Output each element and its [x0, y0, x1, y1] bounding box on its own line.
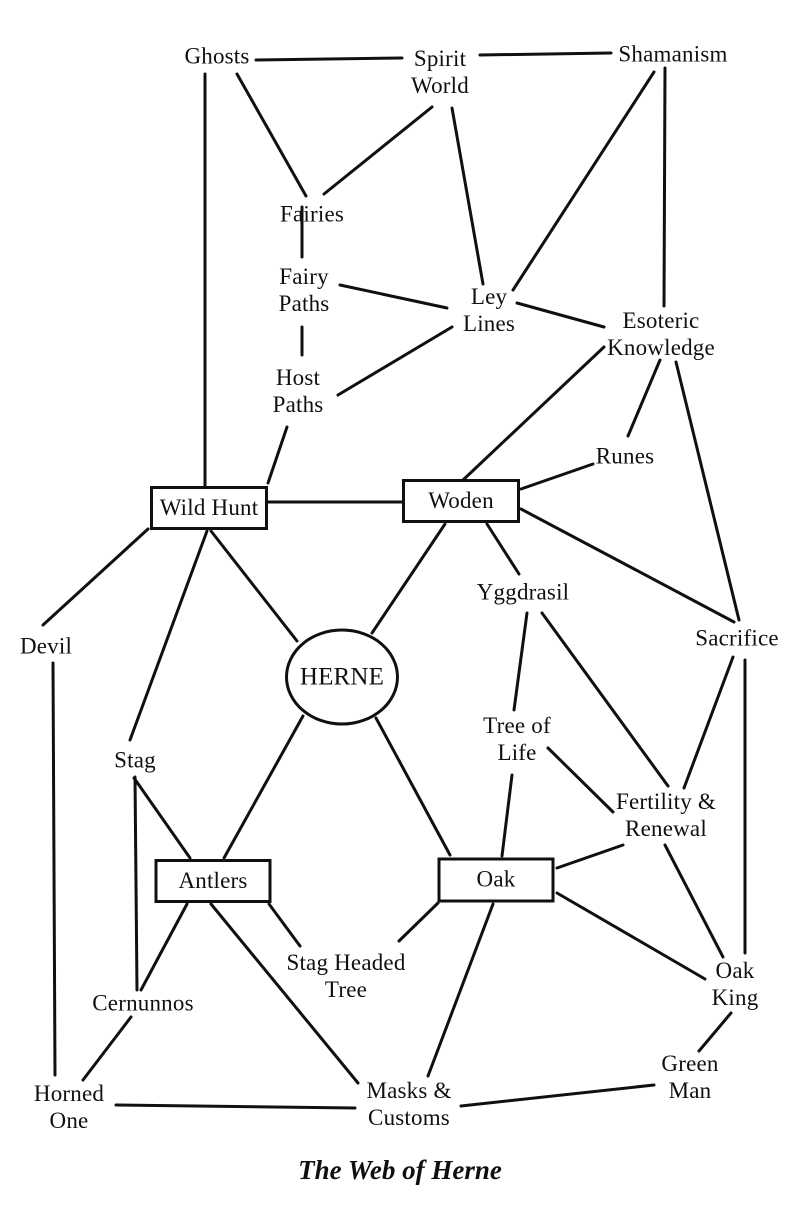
edge-oak-stag-headed-tree	[399, 903, 438, 941]
edge-devil-horned-one	[53, 663, 55, 1075]
node-ley-lines	[463, 284, 515, 338]
diagram-caption: The Web of Herne	[298, 1155, 502, 1185]
edge-yggdrasil-tree-of-life	[514, 613, 527, 710]
node-label: HERNE	[299, 663, 385, 691]
node-label: Cernunnos	[92, 990, 194, 1016]
node-label: Horned One	[33, 1081, 105, 1133]
node-oak-king	[712, 958, 759, 1012]
node-label: Stag	[114, 747, 156, 773]
edge-ley-lines-esoteric-knowledge	[517, 303, 604, 327]
node-woden	[402, 479, 520, 523]
node-label: Stag Headed Tree	[286, 950, 406, 1002]
edge-tree-of-life-fertility-renewal	[548, 748, 613, 812]
node-green-man	[661, 1051, 718, 1105]
node-yggdrasil	[477, 580, 570, 607]
node-label: Woden	[428, 487, 494, 513]
edge-wild-hunt-devil	[43, 529, 148, 625]
node-label: Tree of Life	[483, 713, 551, 765]
node-horned-one	[34, 1081, 104, 1135]
node-label: Ghosts	[184, 43, 250, 69]
edge-horned-one-masks-customs	[116, 1105, 355, 1108]
edge-woden-yggdrasil	[487, 524, 519, 574]
node-label: Wild Hunt	[159, 494, 259, 520]
node-devil	[20, 634, 72, 661]
edge-spirit-world-ley-lines	[452, 108, 483, 284]
edge-cernunnos-horned-one	[83, 1017, 131, 1080]
edge-antlers-stag	[134, 778, 190, 858]
edge-stag-cernunnos	[135, 777, 137, 990]
edge-shamanism-esoteric-knowledge	[664, 68, 665, 306]
edge-herne-antlers	[224, 716, 303, 858]
node-shamanism	[618, 42, 727, 69]
edge-herne-oak	[376, 718, 450, 855]
node-label: Oak King	[711, 958, 759, 1010]
edge-spirit-world-shamanism	[480, 53, 611, 55]
node-fairy-paths	[279, 264, 330, 318]
edge-tree-of-life-oak	[502, 775, 512, 856]
node-esoteric-knowledge	[607, 308, 715, 362]
edge-fairy-paths-ley-lines	[340, 285, 447, 308]
edge-wild-hunt-stag	[130, 531, 207, 740]
node-fairies	[280, 202, 344, 229]
node-label: Spirit World	[411, 46, 469, 98]
edge-fertility-renewal-oak	[557, 845, 623, 868]
edge-esoteric-knowledge-woden	[463, 347, 604, 480]
node-herne	[285, 629, 399, 726]
edge-antlers-stag-headed-tree	[269, 904, 300, 946]
node-cernunnos	[92, 991, 193, 1018]
node-fertility-renewal	[616, 789, 716, 843]
node-label: Fairy Paths	[278, 264, 330, 316]
node-label: Shamanism	[618, 41, 728, 67]
edge-wild-hunt-herne	[211, 531, 297, 641]
node-label: Oak	[476, 866, 516, 892]
edge-masks-customs-green-man	[461, 1085, 654, 1106]
edge-shamanism-ley-lines	[513, 72, 654, 290]
node-sacrifice	[695, 626, 779, 653]
node-label: Fertility & Renewal	[616, 789, 716, 841]
node-spirit-world	[411, 46, 469, 100]
edge-spirit-world-fairies	[324, 107, 432, 194]
edge-ghosts-spirit-world	[256, 58, 402, 60]
edge-host-paths-ley-lines	[338, 327, 452, 395]
node-label: Devil	[19, 633, 73, 659]
edge-host-paths-wild-hunt	[268, 427, 287, 483]
edge-woden-runes	[521, 464, 593, 489]
node-label: Esoteric Knowledge	[607, 308, 715, 360]
edge-green-man-oak-king	[699, 1013, 731, 1051]
edge-oak-oak-king	[557, 893, 705, 979]
node-wild-hunt	[150, 486, 268, 530]
node-label: Fairies	[280, 201, 344, 227]
node-oak	[438, 858, 555, 903]
node-label: Sacrifice	[695, 625, 779, 651]
node-label: Green Man	[661, 1051, 719, 1103]
node-label: Host Paths	[272, 365, 324, 417]
node-label: Ley Lines	[462, 284, 516, 336]
edge-esoteric-knowledge-sacrifice	[676, 362, 739, 620]
node-antlers	[155, 859, 272, 903]
edge-fertility-renewal-oak-king	[665, 845, 723, 957]
node-label: Antlers	[178, 867, 248, 893]
edge-woden-herne	[372, 524, 445, 633]
node-host-paths	[273, 365, 324, 419]
node-runes	[596, 444, 655, 471]
node-stag-headed-tree	[286, 950, 405, 1004]
node-label: Runes	[595, 443, 655, 469]
edge-esoteric-knowledge-runes	[628, 360, 660, 436]
node-masks-customs	[366, 1078, 451, 1132]
node-label: Yggdrasil	[476, 579, 570, 605]
edge-oak-masks-customs	[428, 904, 493, 1076]
node-label: Masks & Customs	[366, 1078, 452, 1130]
node-ghosts	[184, 44, 249, 71]
node-tree-of-life	[483, 713, 551, 767]
edge-antlers-cernunnos	[141, 904, 187, 990]
edge-ghosts-fairies	[237, 74, 306, 196]
node-stag	[114, 748, 156, 775]
edge-sacrifice-fertility-renewal	[684, 657, 733, 788]
